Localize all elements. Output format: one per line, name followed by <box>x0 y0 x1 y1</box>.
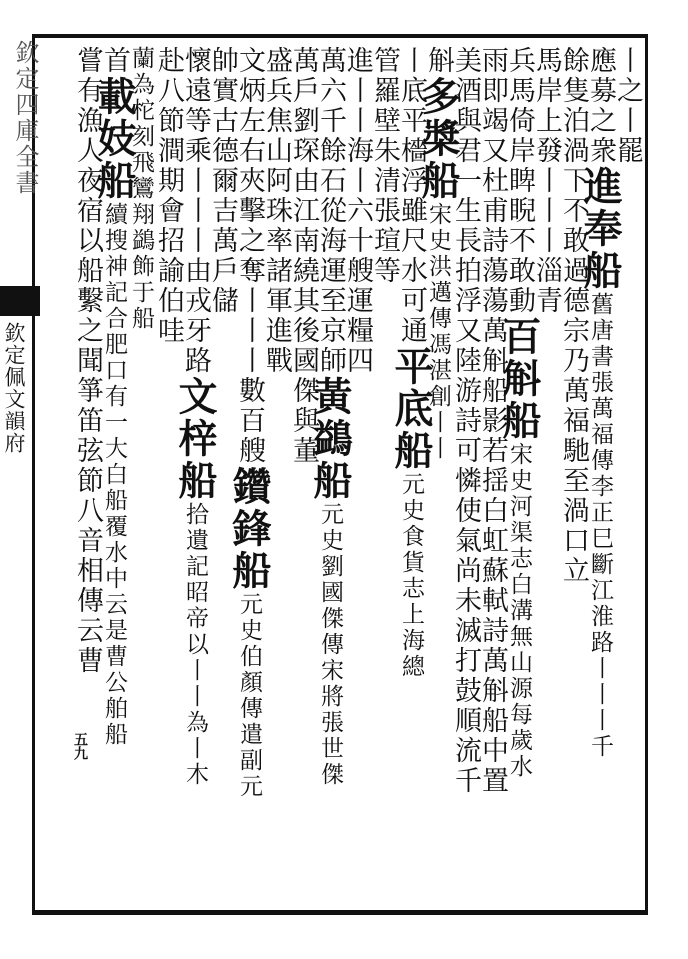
entry-text: 丨之丨罷 <box>612 46 643 166</box>
entry-text: 文炳左右夾擊之奪丨丨丨數百艘 <box>234 46 265 466</box>
entry-heading: 多槳船 <box>415 76 461 202</box>
entry-text: 元史劉國傑傳宋將張世傑 <box>317 502 343 788</box>
entry-text: 嘗有漁人夜宿以船繫之聞箏笛弦節八音相傳云曹 <box>72 46 103 676</box>
entry-text: 元史伯顏傳遣副元 <box>236 592 262 800</box>
entry-text: 元史食貨志上海總 <box>398 472 424 680</box>
entry-text: 舊唐書張萬福傳李正巳斷江淮路丨丨丨千 <box>587 292 613 760</box>
entry-text: 兵馬倚岸睥睨不敢動 <box>504 46 535 316</box>
entry-text: 萬戶劉琛由江南繞其後國傑與董 <box>288 46 319 466</box>
entry-text: 赴八節澗期會招諭伯哇 <box>153 46 184 346</box>
entry-text: 懷遠等乘丨丨丨由戎牙路 <box>180 46 211 376</box>
book-title: 欽定佩文韻府 <box>2 322 26 454</box>
page-gutter <box>0 0 40 959</box>
entry-text: 進丨丨海丨六十艘運糧四 <box>342 46 373 376</box>
entry-text: 拾遺記昭帝以丨丨為丨木 <box>182 502 208 788</box>
entry-text: 宋史洪邁傳馮湛創丨丨 <box>425 202 451 462</box>
entry-text: 餘隻泊渦下不敢過德宗乃萬福馳至渦口立 <box>558 46 589 586</box>
bottom-border <box>32 910 648 915</box>
entry-text: 應募之衆 <box>585 46 616 166</box>
entry-text: 蘭為柁刻飛鸞翔鷁飾于船 <box>128 46 154 332</box>
text-column <box>70 46 104 676</box>
entry-text: 雨即竭又杜甫詩蕩蕩萬斛船影若揺白虹蘇軾詩萬斛船中置 <box>477 46 508 796</box>
entry-text: 續搜神記合肥口有一大白船覆水中云是曹公舶船 <box>101 202 127 748</box>
entry-text: 盛兵焦山阿珠率諸軍進戰 <box>261 46 292 376</box>
entry-text: 斛 <box>423 46 454 76</box>
fold-band <box>0 286 40 316</box>
top-border <box>32 34 648 38</box>
entry-text: 萬六千餘石從海運至京師 <box>315 46 346 376</box>
entry-heading: 文梓船 <box>172 376 218 502</box>
entry-text: 美酒與君一生長拍浮又陸游詩可憐使氣尚未滅打鼓順流千 <box>450 46 481 796</box>
entry-text: 首 <box>99 46 130 76</box>
entry-text: 宋史河渠志白溝無山源每歲水 <box>506 442 532 780</box>
entry-heading: 黃鷁船 <box>307 376 353 502</box>
right-border <box>645 34 648 915</box>
entry-text: 丨底平檣浮雖尺水可通 <box>396 46 427 346</box>
entry-heading: 進奉船 <box>577 166 623 292</box>
entry-text: 馬岸上發丨丨丨淄青 <box>531 46 562 316</box>
entry-text: 管羅壁朱清張瑄等 <box>369 46 400 286</box>
entry-heading: 平底船 <box>388 346 434 472</box>
entry-heading: 百斛船 <box>496 316 542 442</box>
entry-heading: 載妓船 <box>91 76 137 202</box>
page-number: 五九 <box>72 732 88 760</box>
entry-text: 帥實古德爾吉萬戶儲 <box>207 46 238 316</box>
entry-heading: 鑽鋒船 <box>226 466 272 592</box>
fold-mark: 欽定四庫全書 <box>11 40 39 196</box>
